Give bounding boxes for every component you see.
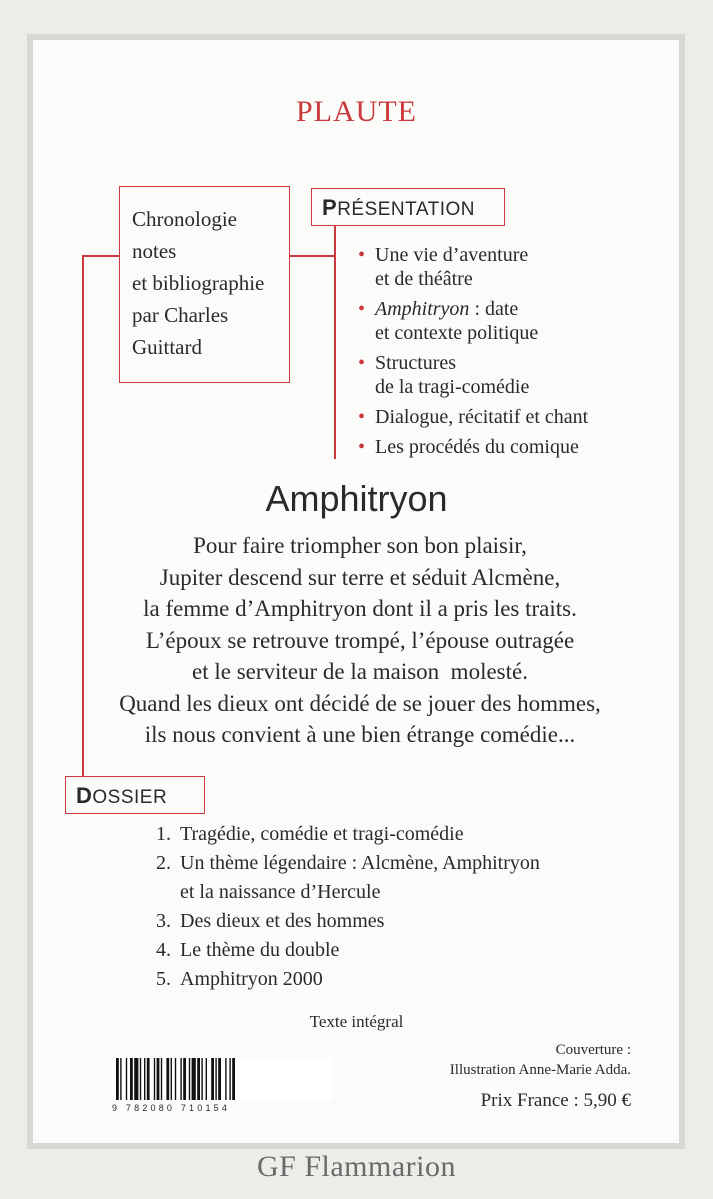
blurb-line: Pour faire triompher son bon plaisir, <box>193 533 527 558</box>
barcode-icon <box>112 1058 332 1100</box>
barcode-bar <box>161 1058 162 1100</box>
barcode-bar <box>189 1058 190 1100</box>
barcode-bar <box>171 1058 172 1100</box>
chronology-box <box>119 186 290 383</box>
list-item: 3. Des dieux et des hommes <box>156 910 385 932</box>
barcode-bar <box>183 1058 186 1100</box>
barcode-bar <box>120 1058 121 1100</box>
barcode-bar <box>144 1058 145 1100</box>
book-title: Amphitryon <box>265 478 448 519</box>
dossier-list <box>156 820 540 994</box>
presentation-list <box>358 243 588 465</box>
chronology-line: Chronologie <box>132 207 237 231</box>
list-item: 4. Le thème du double <box>156 939 340 961</box>
chronology-line: par Charles <box>132 303 229 327</box>
barcode-bar <box>126 1058 127 1100</box>
barcode-bar <box>130 1058 133 1100</box>
integral-text-note: Texte intégral <box>309 1012 404 1031</box>
barcode-bar <box>140 1058 141 1100</box>
barcode-bar <box>197 1058 200 1100</box>
blurb-line: la femme d’Amphitryon dont il a pris les traits. <box>143 596 577 621</box>
barcode-bar <box>175 1058 176 1100</box>
list-item: • Dialogue, récitatif et chant <box>358 405 588 429</box>
barcode-bar <box>201 1058 202 1100</box>
list-item: • Structures de la tragi-comédie <box>358 351 588 399</box>
price: Prix France : 5,90 € <box>480 1090 631 1111</box>
blurb-line: Jupiter descend sur terre et séduit Alcmène, <box>159 564 561 590</box>
chronology-line: notes <box>132 239 177 263</box>
dossier-label: DOSSIER <box>65 776 205 814</box>
chronology-line: Guittard <box>132 335 202 359</box>
barcode-bar <box>154 1058 155 1100</box>
blurb-line: ils nous convient à une bien étrange comédie... <box>144 722 576 747</box>
blurb-line: et le serviteur de la maison molesté. <box>192 659 528 684</box>
list-item: • Une vie d’aventure et de théâtre <box>358 243 588 291</box>
barcode-bar <box>147 1058 150 1100</box>
list-item: 5. Amphitryon 2000 <box>156 968 323 990</box>
presentation-label: PRÉSENTATION <box>311 188 505 226</box>
barcode-bar <box>218 1058 221 1100</box>
author-name: PLAUTE <box>296 95 417 128</box>
barcode-bar <box>215 1058 216 1100</box>
barcode-bar <box>211 1058 214 1100</box>
list-item: 2. Un thème légendaire : Alcmène, Amphitryon et la naissance d’Hercule <box>156 852 540 903</box>
barcode-bar <box>180 1058 181 1100</box>
publisher-name: GF Flammarion <box>257 1150 456 1183</box>
barcode-bar <box>206 1058 207 1100</box>
connector-line <box>334 226 336 459</box>
barcode-bar <box>166 1058 169 1100</box>
list-item: • Amphitryon : date et contexte politique <box>358 297 588 345</box>
list-item: • Les procédés du comique <box>358 435 588 459</box>
barcode-bar <box>225 1058 226 1100</box>
blurb-line: Quand les dieux ont décidé de se jouer des hommes, <box>119 690 601 716</box>
blurb <box>60 530 660 751</box>
list-item: 1. Tragédie, comédie et tragi-comédie <box>156 823 464 845</box>
blurb-line: L’époux se retrouve trompé, l’épouse outragée <box>145 627 575 653</box>
connector-line <box>290 255 335 257</box>
barcode-bar <box>229 1058 230 1100</box>
cover-credit: Couverture : Illustration Anne-Marie Adda. <box>449 1042 631 1078</box>
connector-line <box>82 255 120 257</box>
barcode-bar <box>157 1058 160 1100</box>
barcode-bar <box>232 1058 235 1100</box>
barcode-bar <box>134 1058 138 1100</box>
barcode-bar <box>192 1058 196 1100</box>
barcode-bar <box>116 1058 119 1100</box>
isbn-number: 9 782080 710154 <box>112 1103 231 1113</box>
chronology-line: et bibliographie <box>132 271 265 295</box>
